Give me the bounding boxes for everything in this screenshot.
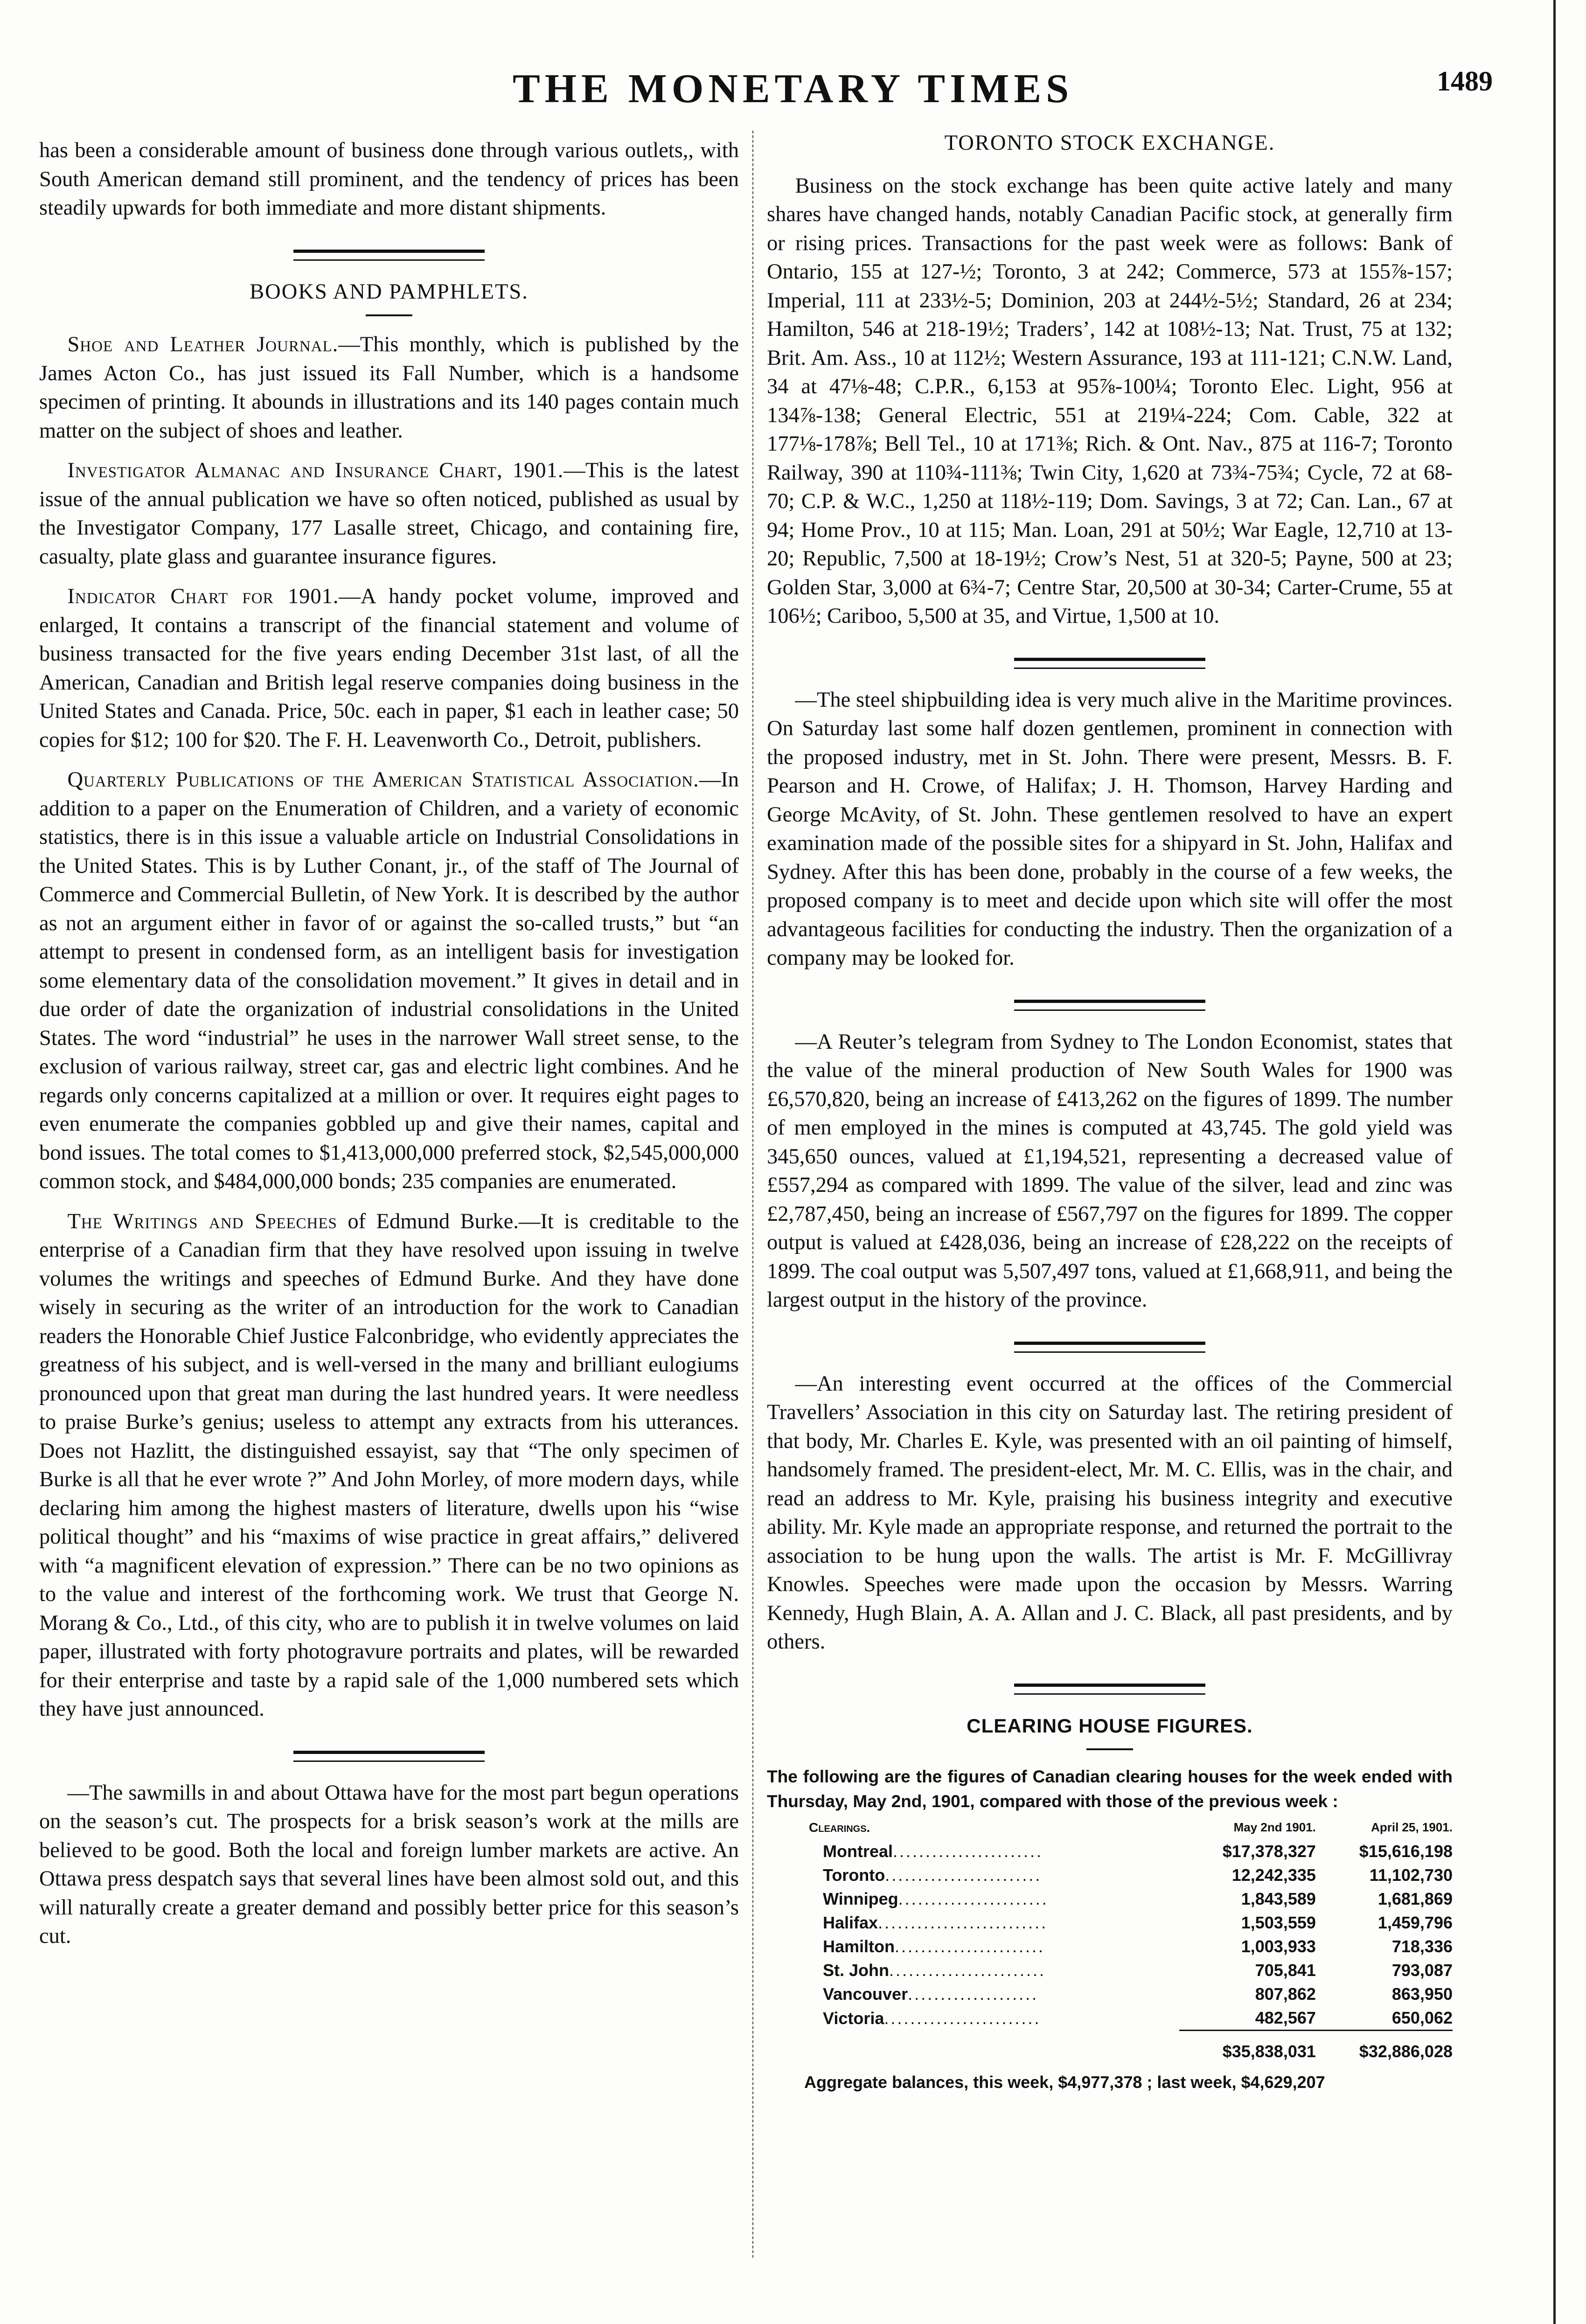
previous-value: 863,950 xyxy=(1391,1984,1453,2004)
table-row: Hamilton....................... 1,003,933 718,336 xyxy=(767,1934,1453,1958)
book-item-title: Indicator Chart for 1901. xyxy=(67,584,339,608)
city-name: Hamilton xyxy=(823,1937,895,1956)
current-value: 705,841 xyxy=(1255,1961,1316,1980)
previous-value: 718,336 xyxy=(1391,1937,1453,1956)
table-row: St. John........................ 705,841 793,087 xyxy=(767,1958,1453,1982)
book-item-title: Investigator Almanac and Insurance Chart, 1901. xyxy=(67,459,564,482)
book-item-text: —This monthly, which is published by the James Acton Co., has just issued its Fall Number, which is a handsome specimen of printing. It abounds in illustrations and its 140 pages contain much matter on the subject of shoes and leather. xyxy=(39,333,739,443)
total-current: $35,838,031 xyxy=(1179,2031,1316,2064)
current-value: 807,862 xyxy=(1255,1984,1316,2004)
books-heading: BOOKS AND PAMPHLETS. xyxy=(250,279,529,304)
previous-value: 793,087 xyxy=(1391,1961,1453,1980)
table-row: Victoria........................ 482,567 650,062 xyxy=(767,2006,1453,2031)
previous-value: 650,062 xyxy=(1391,2008,1453,2027)
sawmills-paragraph: —The sawmills in and about Ottawa have for the most part begun operations on the season’s cut. The prospects for a brisk season’s work at the mills are believed to be good. Both the local and foreign lumber markets are active. An Ottawa press despatch says that several lines have been almost sold out, and this will naturally create a greater demand and possibly better price for this season’s cut. xyxy=(39,1781,739,1948)
heading-rule xyxy=(1086,1748,1133,1750)
book-item-text: —This is the latest issue of the annual publication we have so often noticed, published as usual by the Investigator Company, 177 Lasalle street, Chicago, and containing fire, casualty, plate glass and guarantee insurance figures. xyxy=(39,459,739,569)
reuters-paragraph: —A Reuter’s telegram from Sydney to The London Economist, states that the value of the mineral production of New South Wales for 1900 was £6,570,820, being an increase of £413,262 on the figures of 1899. The number of men employed in the mines is computed at 43,745. The gold yield was 345,650 ounces, valued at £1,194,521, representing a decreased value of £557,294 as compared with 1899. The value of the silver, lead and zinc was £2,787,450, being an increase of £567,797 on the figures for 1899. The copper output is valued at £428,036, being an increase of £28,222 on the receipts of 1899. The coal output was 5,507,497 tons, valued at £1,668,911, and being the largest output in the history of the province. xyxy=(767,1030,1453,1312)
col-header-current: May 2nd 1901. xyxy=(1233,1820,1316,1834)
previous-value: $15,616,198 xyxy=(1359,1842,1453,1861)
clearing-intro: The following are the figures of Canadian clearing houses for the week ended with Thursday, May 2nd, 1901, compared with those of the previous week : xyxy=(767,1767,1453,1811)
book-item xyxy=(39,330,739,445)
page-edge-rule xyxy=(1553,0,1556,2324)
heading-rule xyxy=(366,314,412,316)
stock-exchange-heading: TORONTO STOCK EXCHANGE. xyxy=(944,131,1275,155)
page-number: 1489 xyxy=(1437,66,1493,97)
current-value: 1,503,559 xyxy=(1241,1913,1316,1932)
section-divider xyxy=(1014,1684,1205,1695)
book-item-title: Shoe and Leather Journal. xyxy=(67,333,339,356)
left-column xyxy=(39,136,739,1951)
totals-row xyxy=(767,2031,1453,2064)
previous-value: 11,102,730 xyxy=(1369,1865,1453,1885)
book-item xyxy=(39,456,739,571)
travellers-paragraph: —An interesting event occurred at the offices of the Commercial Travellers’ Association in this city on Saturday last. The retiring president of that body, Mr. Charles E. Kyle, was presented with an oil painting of himself, handsomely framed. The president-elect, Mr. M. C. Ellis, was in the chair, and read an address to Mr. Kyle, praising his business integrity and executive ability. Mr. Kyle made an appropriate response, and returned the portrait to the association to be hung upon the walls. The artist is Mr. F. McGillivray Knowles. Speeches were made upon the occasion by Messrs. Warring Kennedy, Hugh Blain, A. A. Allan and J. C. Black, all past presidents, and by others. xyxy=(767,1371,1453,1654)
table-row: Toronto........................ 12,242,335 11,102,730 xyxy=(767,1863,1453,1887)
section-divider xyxy=(1014,1000,1205,1011)
clearing-header-row xyxy=(767,1816,1453,1839)
current-value: 1,003,933 xyxy=(1241,1937,1316,1956)
book-item-title: Quarterly Publications of the American Statistical Association. xyxy=(67,768,699,792)
current-value: 12,242,335 xyxy=(1231,1865,1316,1885)
city-name: Toronto xyxy=(823,1865,885,1885)
carryover-paragraph: has been a considerable amount of business done through various outlets,, with South American demand still prominent, and the tendency of prices has been steadily upwards for both immediate and more distant shipments. xyxy=(39,139,739,220)
col-header-clearings: Clearings. xyxy=(809,1820,870,1835)
city-name: Montreal xyxy=(823,1842,893,1861)
book-item xyxy=(39,1207,739,1724)
table-row: Montreal....................... $17,378,327 $15,616,198 xyxy=(767,1839,1453,1863)
table-row: Vancouver.................... 807,862 863,950 xyxy=(767,1982,1453,2006)
column-divider xyxy=(752,131,753,2258)
clearing-table xyxy=(767,1816,1453,2063)
previous-value: 1,681,869 xyxy=(1377,1889,1453,1908)
section-divider xyxy=(293,1751,485,1762)
book-item xyxy=(39,582,739,754)
book-item-title: The Writings and Speeches xyxy=(67,1209,337,1233)
city-name: Victoria xyxy=(823,2008,884,2028)
section-divider xyxy=(1014,1342,1205,1353)
current-value: $17,378,327 xyxy=(1222,1842,1316,1861)
section-divider xyxy=(1014,658,1205,669)
table-row: Winnipeg....................... 1,843,589 1,681,869 xyxy=(767,1887,1453,1911)
clearing-heading: CLEARING HOUSE FIGURES. xyxy=(967,1714,1253,1737)
table-row: Halifax.......................... 1,503,559 1,459,796 xyxy=(767,1911,1453,1934)
book-item-text: —In addition to a paper on the Enumeration of Children, and a variety of economic statistics, there is in this issue a valuable article on Industrial Consolidations in the United States. This is by Luther Conant, jr., of the staff of The Journal of Commerce and Commercial Bulletin, of New York. It is described by the author as not an argument either in favor of or against the so-called trusts,” but “an attempt to present in condensed form, as an intelligent basis for investigation some elementary data of the consolidation movement.” It gives in detail and in due order of date the organization of industrial consolidations in the United States. The word “industrial” he uses in the narrower Wall street sense, to the exclusion of various railway, street car, gas and electric light combines. And he regards only concerns capitalized at a million or over. It requires eight pages to even enumerate the companies gobbled up and give their names, capital and bond issues. The total comes to $1,413,000,000 preferred stock, $2,545,000,000 common stock, and $484,000,000 bonds; 235 companies are enumerated. xyxy=(39,768,739,1193)
book-item xyxy=(39,765,739,1196)
masthead xyxy=(0,65,1586,117)
current-value: 1,843,589 xyxy=(1241,1889,1316,1908)
city-name: Vancouver xyxy=(823,1984,908,2004)
stock-exchange-paragraph: Business on the stock exchange has been quite active lately and many shares have changed hands, notably Canadian Pacific stock, at generally firm or rising prices. Transactions for the past week were as follows: Bank of Ontario, 155 at 127-½; Toronto, 3 at 242; Commerce, 573 at 155⅞-157; Imperial, 111 at 233½-5; Dominion, 203 at 244½-5½; Standard, 26 at 234; Hamilton, 546 at 218-19½; Traders’, 142 at 108½-13; Nat. Trust, 75 at 132; Brit. Am. Ass., 10 at 112½; Western Assurance, 193 at 111-121; C.N.W. Land, 34 at 47⅛-48; C.P.R., 6,153 at 95⅞-100¼; Toronto Elec. Light, 956 at 134⅞-138; General Electric, 551 at 219¼-224; Com. Cable, 322 at 177⅛-178⅞; Bell Tel., 10 at 171⅜; Rich. & Ont. Nav., 875 at 116-7; Toronto Railway, 390 at 110¾-111⅜; Twin City, 1,620 at 73¾-75¾; Cycle, 72 at 68-70; C.P. & W.C., 1,250 at 118½-119; Dom. Savings, 3 at 72; Can. Lan., 67 at 94; Home Prov., 10 at 115; Man. Loan, 291 at 50½; War Eagle, 12,710 at 13-20; Republic, 7,500 at 18-19½; Crow’s Nest, 51 at 320-5; Payne, 500 at 23; Golden Star, 3,000 at 6¾-7; Centre Star, 20,500 at 30-34; Carter-Crume, 55 at 106½; Cariboo, 5,500 at 35, and Virtue, 1,500 at 10. xyxy=(767,174,1453,628)
total-previous: $32,886,028 xyxy=(1316,2031,1453,2064)
col-header-previous: April 25, 1901. xyxy=(1371,1820,1453,1834)
section-divider xyxy=(293,250,485,261)
current-value: 482,567 xyxy=(1255,2008,1316,2027)
book-item-text: —A handy pocket volume, improved and enlarged, It contains a transcript of the financial statement and volume of business transacted for the five years ending December 31st last, of all the American, Canadian and British legal reserve companies doing business in the United States and Canada. Price, 50c. each in paper, $1 each in leather case; 50 copies for $12; 100 for $20. The F. H. Leavenworth Co., Detroit, publishers. xyxy=(39,584,739,752)
book-item-text: of Edmund Burke.—It is creditable to the enterprise of a Canadian firm that they have resolved upon issuing in twelve volumes the writings and speeches of Edmund Burke. And they have done wisely in securing as the writer of an introduction for the work to Canadian readers the Honorable Chief Justice Falconbridge, who evidently appreciates the greatness of his subject, and is well-versed in the many and brilliant eulogiums pronounced upon that great man during the last hundred years. It were needless to praise Burke’s genius; useless to attempt any extracts from his utterances. Does not Hazlitt, the distinguished essayist, say that “The only specimen of Burke is all that he ever wrote ?” And John Morley, of more modern days, while declaring him among the highest masters of literature, dwells upon his “wise political thought” and his “maxims of wise practice in great affairs,” delivered with “a magnificent elevation of expression.” There can be no two opinions as to the value and interest of the forthcoming work. We trust that George N. Morang & Co., Ltd., of this city, who are to publish it in twelve volumes on laid paper, illustrated with forty photogravure portraits and plates, will be rewarded for their enterprise and taste by a rapid sale of the 1,000 numbered sets which they have just announced. xyxy=(39,1209,739,1721)
aggregate-balances: Aggregate balances, this week, $4,977,378 ; last week, $4,629,207 xyxy=(804,2073,1325,2092)
city-name: St. John xyxy=(823,1961,889,1980)
newspaper-title: THE MONETARY TIMES xyxy=(512,66,1074,111)
city-name: Winnipeg xyxy=(823,1889,898,1908)
right-column xyxy=(767,131,1453,2097)
shipbuilding-paragraph: —The steel shipbuilding idea is very much alive in the Maritime provinces. On Saturday last some half dozen gentlemen, prominent in connection with the proposed industry, met in St. John. There were present, Messrs. B. F. Pearson and H. Crowe, of Halifax; J. H. Thomson, Harvey Harding and George McAvity, of St. John. These gentlemen resolved to have an expert examination made of the possible sites for a shipyard in St. John, Halifax and Sydney. After this has been done, probably in the course of a few weeks, the proposed company is to meet and decide upon which site will offer the most advantageous facilities for conducting the industry. Then the organization of a company may be looked for. xyxy=(767,688,1453,970)
city-name: Halifax xyxy=(823,1913,878,1932)
previous-value: 1,459,796 xyxy=(1377,1913,1453,1932)
